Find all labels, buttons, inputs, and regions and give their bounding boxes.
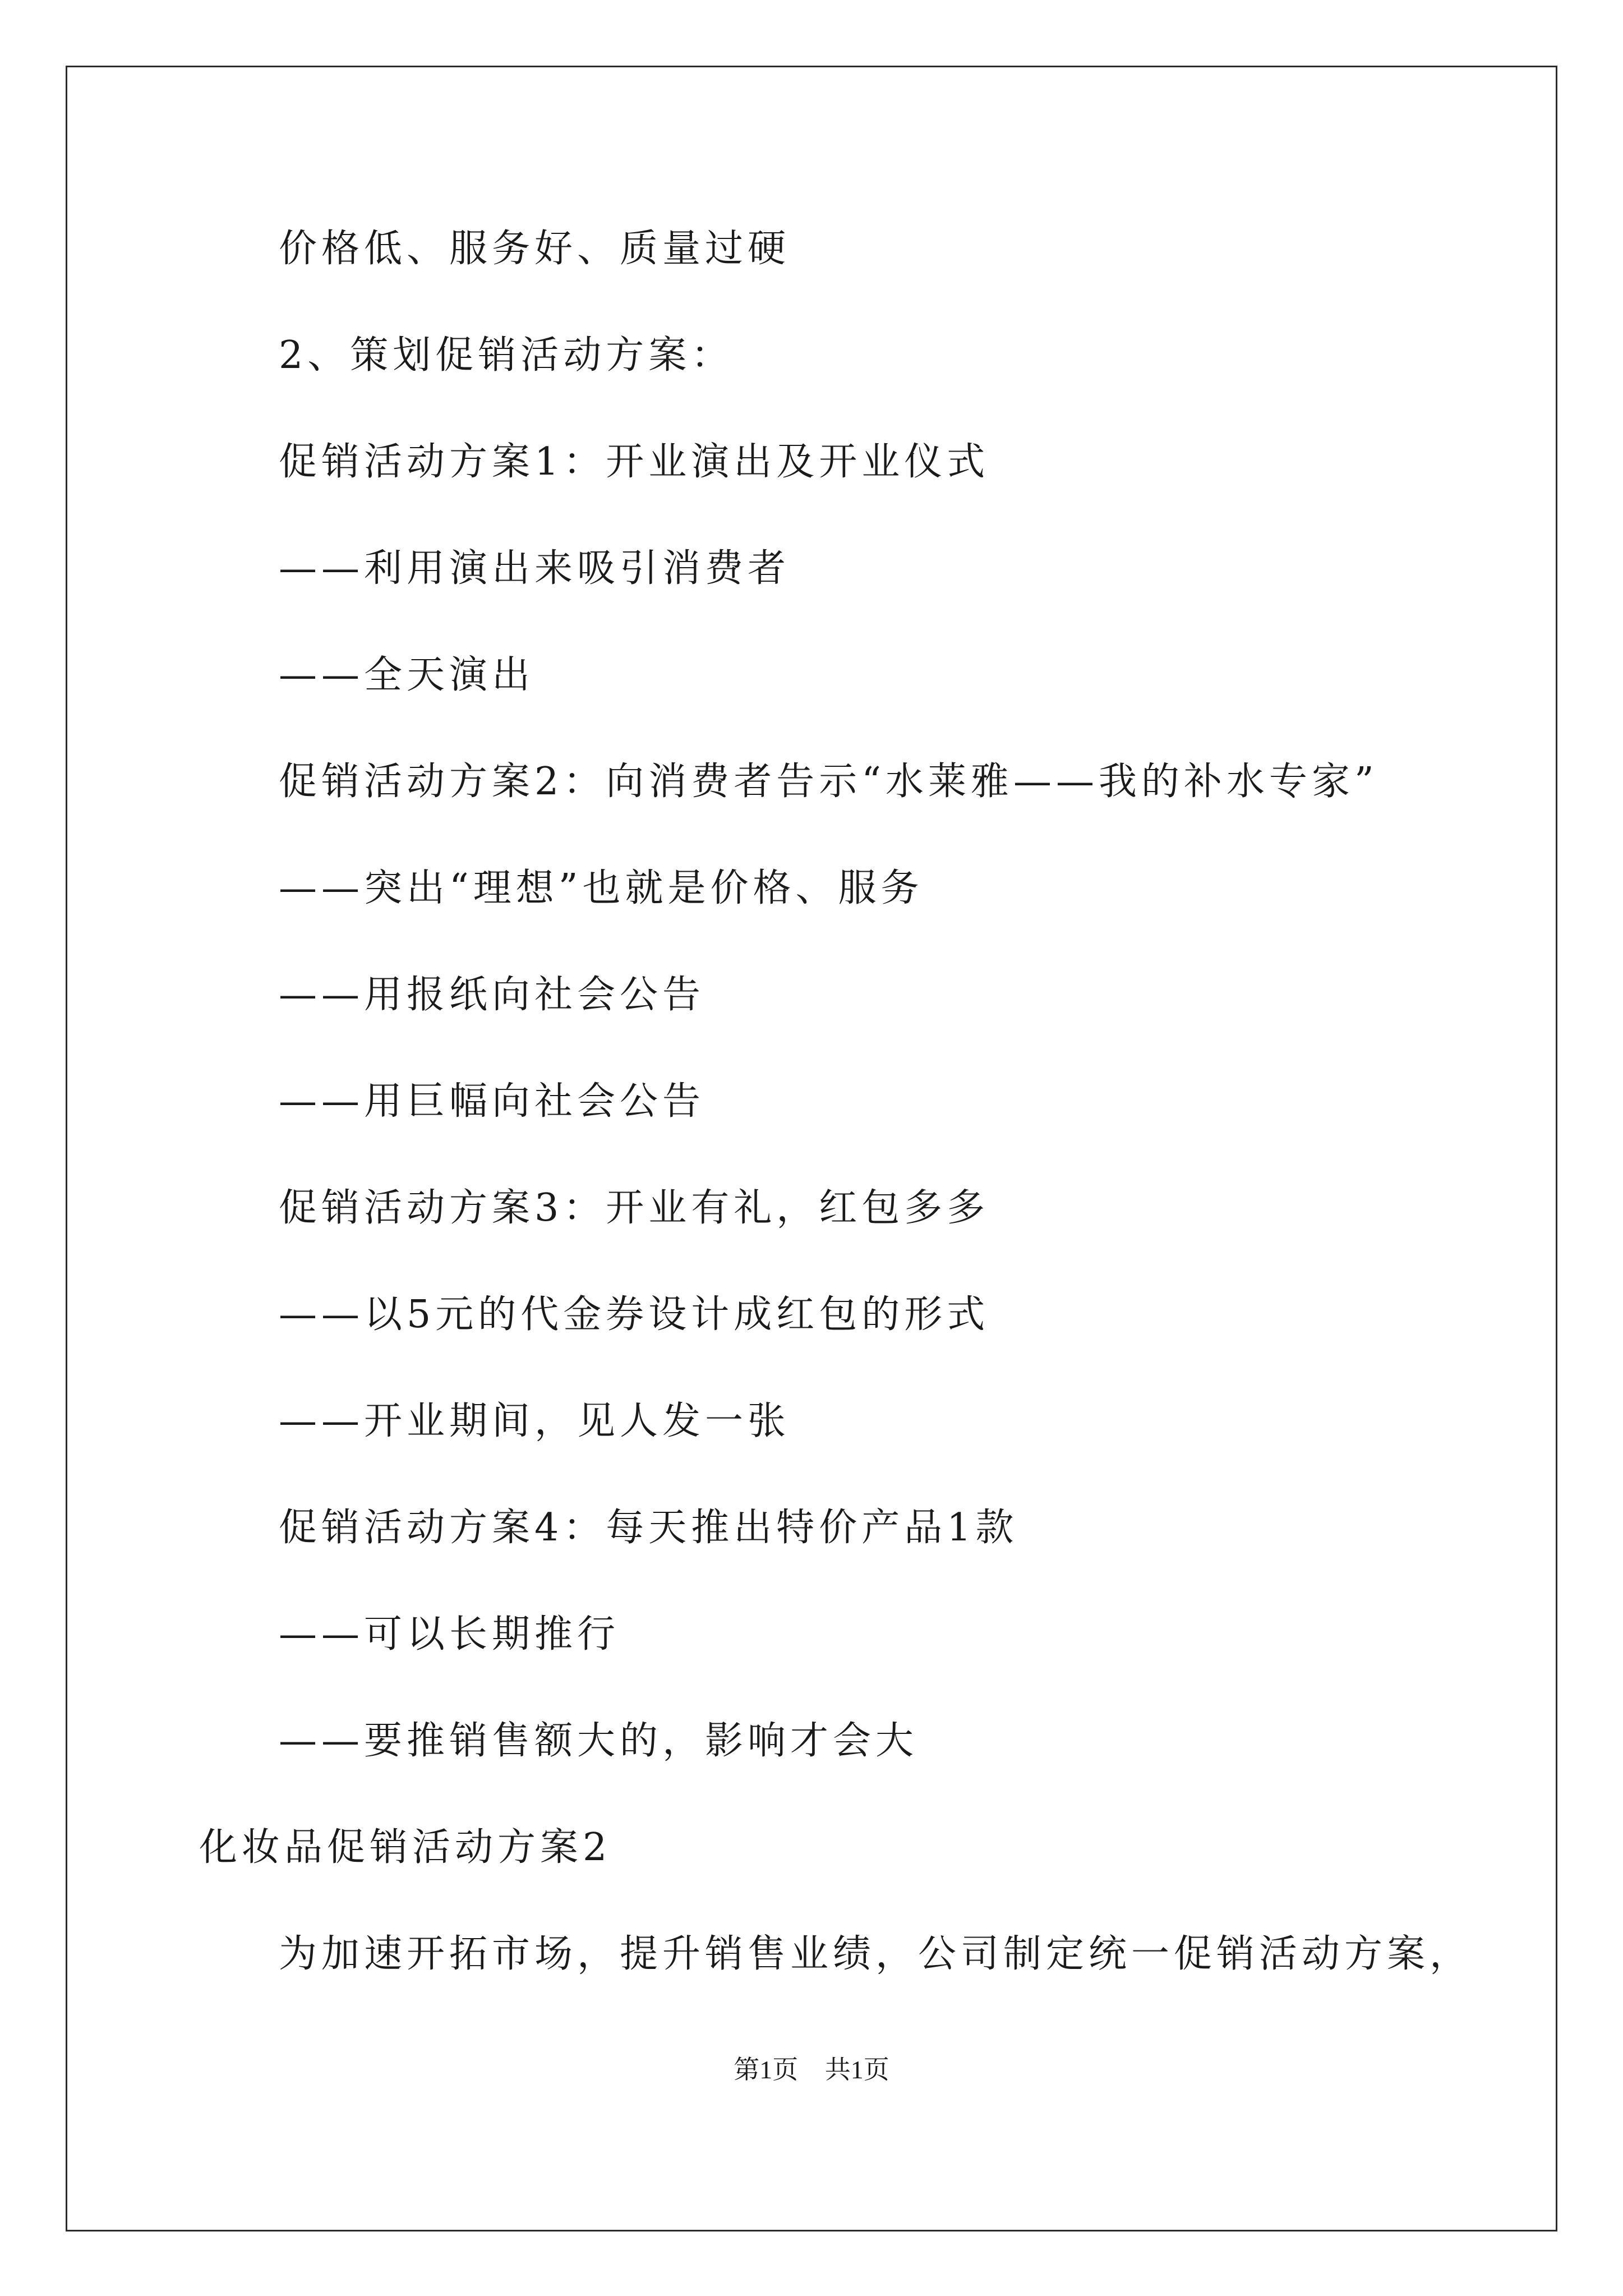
text-line: 2、策划促销活动方案： bbox=[279, 333, 734, 378]
text-line: ——利用演出来吸引消费者 bbox=[279, 546, 791, 591]
text-line: 为加速开拓市场，提升销售业绩，公司制定统一促销活动方案， bbox=[279, 1932, 1473, 1976]
text-line: ——突出“理想”也就是价格、服务 bbox=[279, 866, 924, 910]
text-line: ——用巨幅向社会公告 bbox=[279, 1079, 706, 1124]
text-line: 促销活动方案4：每天推出特价产品1款 bbox=[279, 1506, 1018, 1550]
text-line: 促销活动方案1：开业演出及开业仪式 bbox=[279, 440, 990, 484]
page-number: 第1页 bbox=[734, 2055, 799, 2084]
text-line: 促销活动方案2：向消费者告示“水莱雅——我的补水专家” bbox=[279, 760, 1378, 804]
page-total: 共1页 bbox=[824, 2055, 889, 2084]
section-heading: 化妆品促销活动方案2 bbox=[199, 1825, 612, 1870]
text-line: ——开业期间，见人发一张 bbox=[279, 1399, 791, 1443]
text-line: ——以5元的代金券设计成红包的形式 bbox=[279, 1292, 990, 1337]
text-line: ——全天演出 bbox=[279, 653, 535, 697]
page-footer bbox=[0, 2054, 1623, 2086]
text-line: ——用报纸向社会公告 bbox=[279, 973, 706, 1017]
text-line: 促销活动方案3：开业有礼，红包多多 bbox=[279, 1186, 990, 1230]
page-border bbox=[66, 66, 1557, 2231]
text-line: ——要推销售额大的，影响才会大 bbox=[279, 1719, 919, 1763]
text-line: 价格低、服务好、质量过硬 bbox=[279, 227, 791, 271]
text-line: ——可以长期推行 bbox=[279, 1612, 620, 1657]
